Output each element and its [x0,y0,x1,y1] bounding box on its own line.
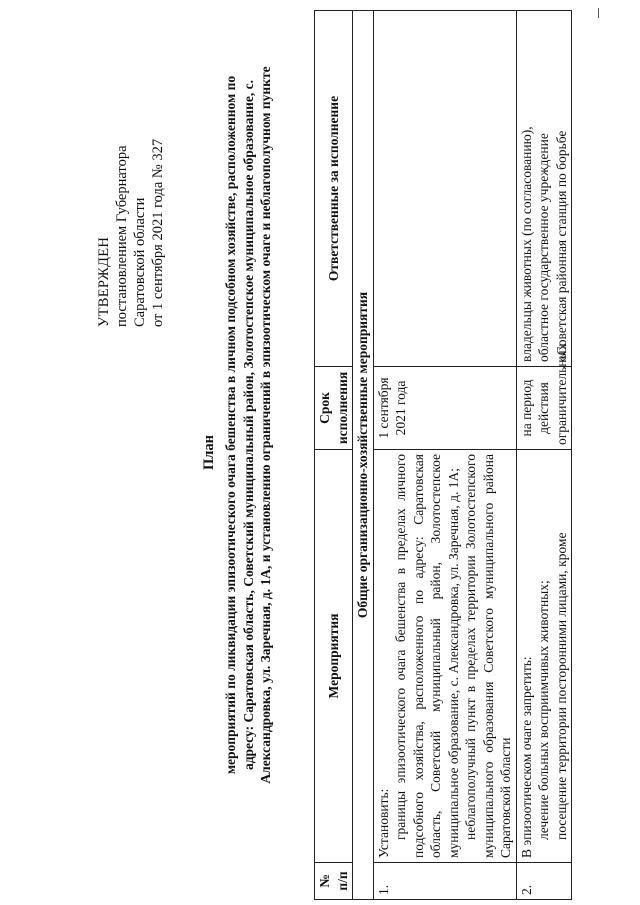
row-term: на период действия ограничительных [516,367,572,450]
activity-paragraph: лечение больных восприимчивых животных; [536,580,551,840]
plan-title: План [201,434,217,471]
responsible-line: «Советская районная станция по борьбе [553,130,569,362]
responsible-line: владельцы животных (по согласованию), [518,126,534,362]
approval-line-1: постановлением Губернатора [114,145,130,327]
header-num: № п/п [315,863,353,900]
approval-line-2: Саратовской области [132,197,148,327]
row-activity [373,450,516,863]
section-title: Общие организационно-хозяйственные мероприятия [353,11,374,900]
plan-table [314,10,572,900]
section-row [353,11,374,900]
row-number: 1. [373,863,516,900]
header-term: Срок исполнения [315,367,353,450]
approval-heading: УТВЕРЖДЕН [96,236,112,327]
plan-description: мероприятий по ликвидации эпизоотического очага бешенства в личном подсобном хозяйстве, расположенном по адресу: Саратовская область, Советский муниципальный район, Золотостепское муниципальное образование, с. Александровка, ул. Заречная, д. 1А, и установлению ограничений в эпизоотическом очаге и неблагополучном пункте [223,66,273,784]
activity-paragraph: неблагополучный пункт в пределах территории Золотостепского муниципального образования Советского муниципального района Саратовской области [463,454,513,858]
activity-paragraph: посещение территории посторонними лицами, кроме [553,532,569,840]
row-responsible [516,11,572,367]
table-row [516,11,572,900]
activity-lead: Установить: [375,788,391,858]
header-responsible: Ответственные за исполнение [315,11,353,367]
table-row [373,11,516,900]
row-term: 1 сентября 2021 года [373,367,516,450]
row-number: 2. [516,863,572,900]
header-activity: Мероприятия [315,450,353,863]
row-activity [516,450,572,863]
table-header-row [315,11,353,900]
responsible-line: областное государственное учреждение [536,133,551,362]
approval-line-3: от 1 сентября 2021 года № 327 [150,138,166,327]
approval-block [95,7,167,327]
activity-paragraph: границы эпизоотического очага бешенства в пределах личного подсобного хозяйства, расположенного по адресу: Саратовская область, Советский муниципальный район, Золотостепское муниципальное образование, с. Александровка, ул. Заречная, д. 1А; [393,454,461,858]
activity-lead: В эпизоотическом очаге запретить: [518,656,534,858]
row-responsible [373,11,516,367]
